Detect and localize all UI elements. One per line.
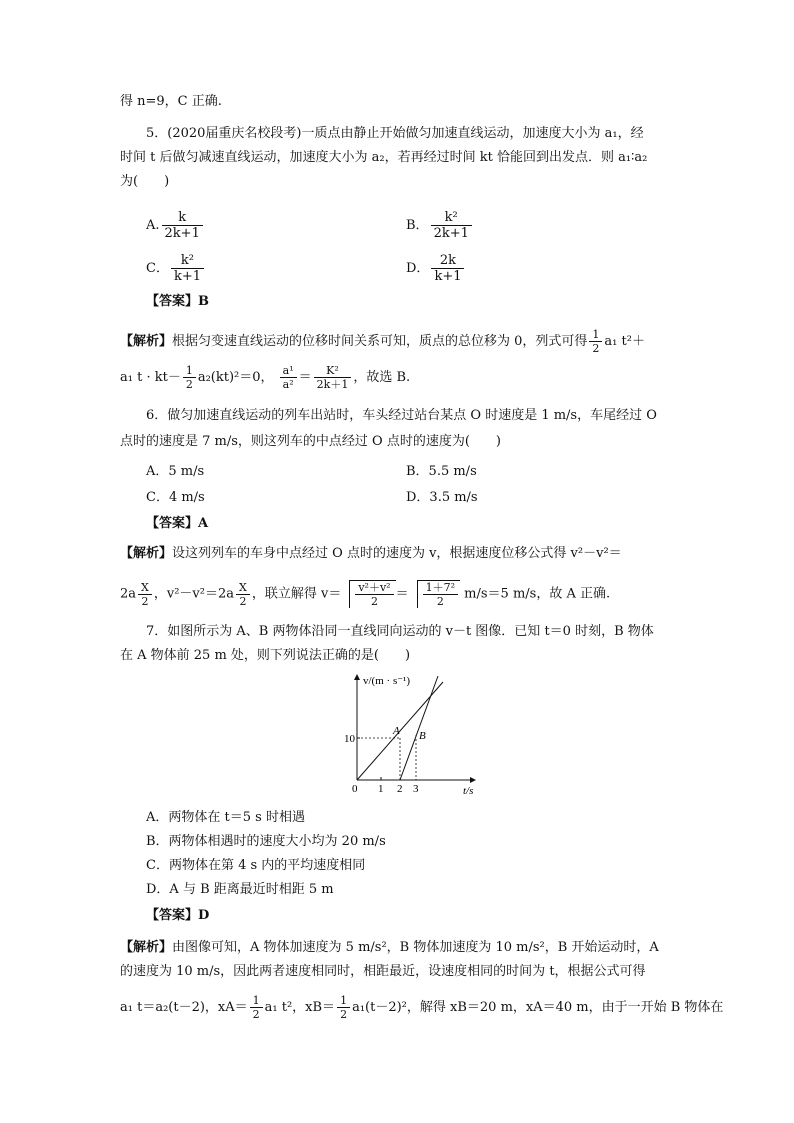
denominator: 2k+1 [164, 226, 200, 241]
fraction [423, 581, 458, 608]
q6-explanation-line1 [120, 544, 622, 564]
numerator: 1 [250, 994, 263, 1008]
answer-value: A [198, 516, 209, 531]
q5-option-a[interactable] [146, 210, 205, 241]
denominator: k+1 [173, 269, 201, 284]
tick-label-3: 3 [413, 783, 419, 795]
q5-stem-line3: 为( ) [120, 174, 170, 189]
fraction [337, 994, 350, 1021]
option-label: C． [146, 261, 169, 276]
x-axis-arrow [470, 777, 476, 783]
denominator: 2 [370, 595, 378, 608]
fraction [589, 328, 602, 355]
y-axis-label: v/(m · s⁻¹) [363, 675, 410, 687]
denominator: 2 [592, 342, 600, 355]
q7-explanation-line3 [120, 994, 723, 1021]
q7-explanation-line2: 的速度为 10 m/s，因此两者速度相同时，相距最近，设速度相同的时间为 t，根据公式可得 [120, 964, 646, 979]
fraction [250, 994, 263, 1021]
explanation-text: a₁ t＝a₂(t－2)，xA＝ [120, 1000, 248, 1015]
numerator: k² [171, 253, 204, 269]
explanation-text: 设这列列车的车身中点经过 O 点时的速度为 v，根据速度位移公式得 v²－v²＝ [172, 546, 622, 561]
tick-label-1: 1 [378, 783, 384, 795]
explanation-text: a₁(t－2)²，解得 xB＝20 m，xA＝40 m，由于一开始 B 物体在 [352, 1000, 724, 1015]
tick-label-0: 0 [352, 783, 358, 795]
explanation-text: ＝ [395, 586, 409, 602]
q5-answer [146, 292, 209, 312]
vt-graph [330, 672, 490, 798]
explanation-tag: 【解析】 [120, 546, 173, 561]
numerator: 1 [337, 994, 350, 1008]
fraction [236, 581, 250, 608]
q7-option-d[interactable]: D．A 与 B 距离最近时相距 5 m [146, 882, 334, 897]
numerator: 1 [589, 328, 602, 342]
answer-tag: 【答案】 [146, 516, 199, 531]
q7-answer [146, 906, 209, 926]
explanation-text: ，故选 B. [353, 370, 411, 385]
x-axis-label: t/s [463, 785, 474, 797]
numerator: X [138, 581, 152, 595]
answer-value: B [198, 294, 210, 309]
q6-option-c[interactable]: C．4 m/s [146, 490, 205, 505]
q6-option-d[interactable]: D．3.5 m/s [406, 490, 478, 505]
q6-answer [146, 514, 208, 534]
fraction [431, 210, 472, 241]
fraction [183, 364, 196, 391]
fraction [171, 253, 204, 284]
q5-stem-line1: 5．(2020届重庆名校段考)一质点由静止开始做匀加速直线运动，加速度大小为 a₁，经 [146, 126, 644, 141]
denominator: 2k+1 [433, 226, 469, 241]
fraction [138, 581, 152, 608]
explanation-text: a₂(kt)²＝0， [197, 370, 274, 385]
explanation-tag: 【解析】 [120, 334, 173, 349]
denominator: 2 [185, 378, 193, 391]
option-label: D． [406, 261, 430, 276]
explanation-text: a₁ t²，xB＝ [264, 1000, 336, 1015]
q5-stem-line2: 时间 t 后做匀减速直线运动，加速度大小为 a₂，若再经过时间 kt 恰能回到出发点．则 a₁∶a₂ [120, 150, 648, 165]
y-axis-arrow [354, 674, 360, 680]
answer-tag: 【答案】 [146, 294, 199, 309]
fraction [314, 364, 352, 391]
q5-explanation-line2 [120, 364, 410, 391]
q7-stem-line1: 7．如图所示为 A、B 两物体沿同一直线同向运动的 v－t 图像．已知 t＝0 时刻，B 物体 [146, 624, 654, 639]
q6-option-a[interactable]: A．5 m/s [146, 464, 205, 479]
numerator: k [162, 210, 203, 226]
denominator: 2 [239, 594, 247, 608]
q6-stem-line1: 6．做匀加速直线运动的列车出站时，车头经过站台某点 O 时速度是 1 m/s，车尾经过 O [146, 408, 657, 423]
denominator: 2 [340, 1008, 348, 1021]
denominator: 2 [252, 1008, 260, 1021]
fraction [280, 364, 297, 391]
fraction [431, 253, 464, 284]
explanation-text: ，v²－v²＝2a [153, 586, 235, 602]
line-b [400, 676, 438, 780]
fraction [355, 581, 393, 608]
option-label: B． [406, 218, 429, 233]
numerator: v²＋v² [355, 581, 393, 595]
q6-stem-line2: 点时的速度是 7 m/s，则这列车的中点经过 O 点时的速度为( ) [120, 434, 501, 449]
explanation-text: a₁ t²＋ [604, 334, 645, 349]
denominator: a² [282, 378, 294, 391]
denominator: k+1 [434, 269, 462, 284]
explanation-text: 根据匀变速直线运动的位移时间关系可知，质点的总位移为 0，列式可得 [172, 334, 588, 349]
explanation-text: ，联立解得 v＝ [251, 586, 342, 602]
answer-value: D [198, 908, 210, 923]
numerator: k² [431, 210, 472, 226]
explanation-text: a₁ t · kt－ [120, 370, 181, 385]
q7-explanation-line1 [120, 938, 659, 958]
explanation-text: m/s＝5 m/s，故 A 正确. [464, 586, 611, 602]
q6-option-b[interactable]: B．5.5 m/s [406, 464, 477, 479]
explanation-tag: 【解析】 [120, 940, 173, 955]
q7-option-c[interactable]: C．两物体在第 4 s 内的平均速度相同 [146, 858, 366, 873]
numerator: X [236, 581, 250, 595]
explanation-text: 2a [120, 586, 137, 602]
q6-explanation-line2 [120, 580, 610, 608]
text-line: 得 n=9，C 正确. [120, 94, 222, 109]
denominator: 2 [436, 595, 444, 608]
sqrt [417, 580, 460, 608]
q5-explanation-line1 [120, 328, 645, 355]
answer-tag: 【答案】 [146, 908, 199, 923]
sqrt [349, 580, 395, 608]
numerator: 2k [431, 253, 464, 269]
q5-option-c[interactable] [146, 253, 206, 284]
numerator: K² [314, 364, 352, 378]
q5-option-b[interactable] [406, 210, 474, 241]
numerator: 1＋7² [423, 581, 458, 595]
point-label-a: A [393, 725, 400, 737]
denominator: 2 [141, 594, 149, 608]
numerator: 1 [183, 364, 196, 378]
tick-label-10: 10 [344, 733, 355, 745]
q5-option-d[interactable] [406, 253, 466, 284]
q7-stem-line2: 在 A 物体前 25 m 处，则下列说法正确的是( ) [120, 648, 411, 663]
explanation-text: ＝ [298, 370, 312, 385]
option-label: A. [146, 218, 160, 233]
q7-option-b[interactable]: B．两物体相遇时的速度大小均为 20 m/s [146, 834, 386, 849]
explanation-text: 由图像可知，A 物体加速度为 5 m/s²，B 物体加速度为 10 m/s²，B 开始运动时，A [172, 940, 659, 955]
tick-label-2: 2 [397, 783, 403, 795]
q7-option-a[interactable]: A．两物体在 t＝5 s 时相遇 [146, 810, 305, 825]
numerator: a¹ [280, 364, 297, 378]
fraction [162, 210, 203, 241]
point-label-b: B [419, 730, 426, 742]
denominator: 2k＋1 [316, 378, 349, 391]
